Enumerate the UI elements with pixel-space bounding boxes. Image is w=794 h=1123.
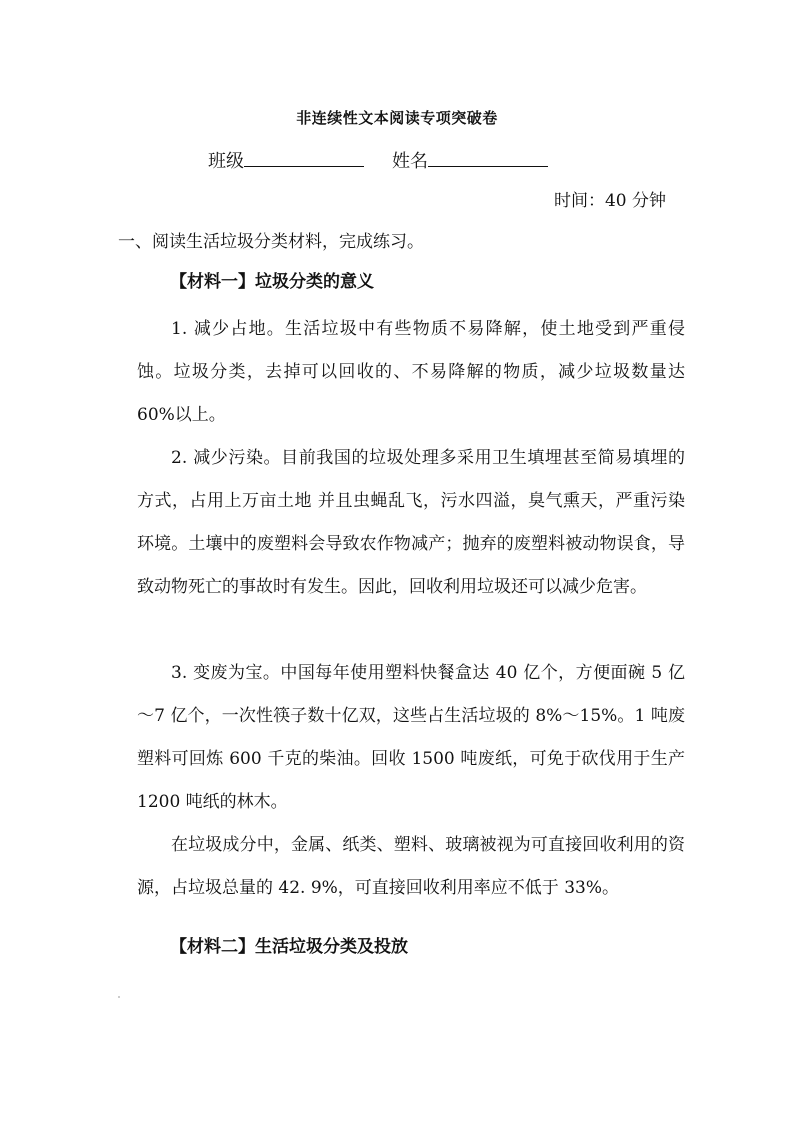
page-title: 非连续性文本阅读专项突破卷	[296, 109, 498, 127]
paragraph-waste-to-treasure: 3. 变废为宝。中国每年使用塑料快餐盒达 40 亿个，方便面碗 5 亿～7 亿个，一次性筷子数十亿双，这些占生活垃圾的 8%～15%。1 吨废塑料可回炼 600 千克的柴油。回收 1500 吨废纸，可免于砍伐用于生产 1200 吨纸的林木。	[137, 663, 685, 812]
material-one-heading: 【材料一】垃圾分类的意义	[170, 272, 374, 292]
paragraph-reduce-land: 1. 减少占地。生活垃圾中有些物质不易降解，使土地受到严重侵蚀。垃圾分类，去掉可以回收的、不易降解的物质，减少垃圾数量达 60%以上。	[137, 319, 685, 425]
class-blank-field[interactable]	[244, 144, 364, 167]
paragraph-recyclable-resources: 在垃圾成分中，金属、纸类、塑料、玻璃被视为可直接回收利用的资源，占垃圾总量的 42. 9%，可直接回收利用率应不低于 33%。	[137, 835, 685, 898]
student-info-row	[208, 144, 548, 177]
class-label: 班级	[208, 151, 244, 172]
paragraph-reduce-pollution: 2. 减少污染。目前我国的垃圾处理多采用卫生填埋甚至简易填埋的方式，占用上万亩土地 并且虫蝇乱飞，污水四溢，臭气熏天，严重污染环境。土壤中的废塑料会导致农作物减产；抛弃的废塑料被动物误食，导致动物死亡的事故时有发生。因此，回收利用垃圾还可以减少危害。	[137, 448, 685, 597]
question-heading: 一、阅读生活垃圾分类材料，完成练习。	[118, 232, 424, 252]
material-two-heading: 【材料二】生活垃圾分类及投放	[170, 937, 408, 957]
name-blank-field[interactable]	[428, 144, 548, 167]
name-label: 姓名	[392, 151, 428, 172]
time-limit: 时间：40 分钟	[553, 191, 666, 211]
scan-speck	[118, 996, 120, 998]
